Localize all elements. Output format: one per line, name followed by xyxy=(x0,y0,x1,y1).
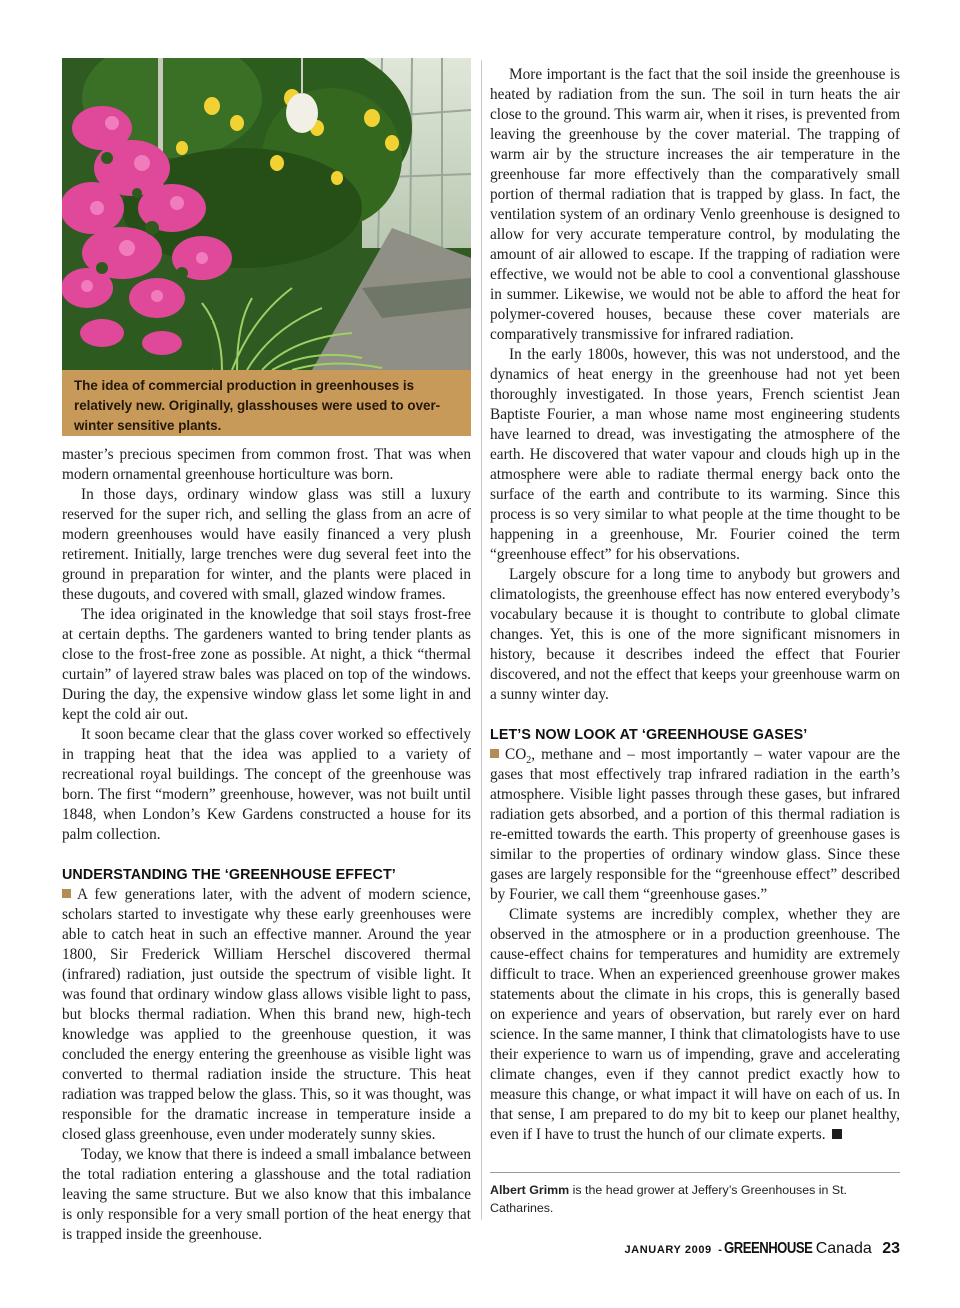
right-paragraph-5-text: Climate systems are incredibly complex, whether they are observed in the atmosphere or in a production greenhouse. The cause-effect chains for temperatures and humidity are extremely difficult to trace. When an experienced greenhouse grower makes statements about the climate in his crops, this is generally based on experience and years of observation, but rarely ever on hard science. In the same manner, I think that climatologists have to use their experience to warn us of impending, grave and accelerating climate changes, even if they cannot predict exactly how to measure this change, or what impact it will have on each of us. In that sense, I am prepared to do my bit to keep our planet healthy, even if I have to trust the hunch of our climate experts. xyxy=(490,906,900,1143)
author-bio xyxy=(490,1181,900,1217)
author-name: Albert Grimm xyxy=(490,1183,570,1197)
left-paragraph-1: master’s precious specimen from common frost. That was when modern ornamental greenhouse horticulture was born. xyxy=(62,446,471,483)
co2-text: CO xyxy=(505,746,527,763)
right-column xyxy=(490,65,900,1145)
magazine-name-light: Canada xyxy=(815,1240,872,1257)
right-paragraph-4-text: , methane and – most importantly – water vapour are the gases that most effectively trap infrared radiation in the earth’s atmosphere. Visible light passes through these gases, but infrared radiation gets absorbed, and a portion of this thermal radiation is re-emitted towards the earth. This property of greenhouse gases is similar to the properties of ordinary window glass. Since these gases are largely responsible for the “greenhouse effect” described by Fourier, we call them “greenhouse gases.” xyxy=(490,746,900,903)
left-paragraph-5 xyxy=(62,885,471,1145)
end-of-article-square-icon xyxy=(832,1129,842,1139)
bio-divider xyxy=(490,1172,900,1173)
left-paragraph-6: Today, we know that there is indeed a small imbalance between the total radiation entering a glasshouse and the total radiation leaving the same structure. But we also know that this imbalance is only responsible for a very small portion of the heat energy that is trapped inside the greenhouse. xyxy=(62,1146,471,1243)
issue-date: JANUARY 2009 xyxy=(624,1244,712,1256)
right-paragraph-5 xyxy=(490,905,900,1145)
right-paragraph-3: Largely obscure for a long time to anybody but growers and climatologists, the greenhouse effect has now entered everybody’s vocabulary because it is thought to contribute to global climate changes. Yet, this is one of the more significant misnomers in history, because it describes indeed the effect that Fourier discovered, and not the effect that keeps your greenhouse warm on a sunny winter day. xyxy=(490,566,900,703)
author-bio-text: is the head grower at Jeffery’s Greenhouses in St. Catharines. xyxy=(490,1183,847,1215)
page-footer xyxy=(624,1240,900,1258)
section-heading-greenhouse-gases: LET’S NOW LOOK AT ‘GREENHOUSE GASES’ xyxy=(490,727,808,743)
co2-subscript: 2 xyxy=(526,755,532,767)
section-start-square-icon xyxy=(62,889,71,898)
right-paragraph-4 xyxy=(490,745,900,905)
greenhouse-photo-figure xyxy=(62,58,471,436)
greenhouse-photo xyxy=(62,58,471,370)
left-paragraph-3: The idea originated in the knowledge that soil stays frost-free at certain depths. The gardeners wanted to bring tender plants as close to the frost-free zone as possible. At night, a thick “thermal curtain” of layered straw bales was placed on top of the windows. During the day, the expensive window glass let some light in and kept the cold air out. xyxy=(62,606,471,723)
page-number: 23 xyxy=(882,1240,900,1257)
column-divider xyxy=(481,60,482,1220)
left-paragraph-4: It soon became clear that the glass cover worked so effectively in trapping heat that the idea was applied to a variety of recreational royal buildings. The concept of the greenhouse was born. The first “modern” greenhouse, however, was not built until 1848, when London’s Kew Gardens constructed a house for its palm collection. xyxy=(62,726,471,843)
footer-separator: - xyxy=(718,1244,722,1256)
right-paragraph-1: More important is the fact that the soil inside the greenhouse is heated by radiation from the sun. The soil in turn heats the air close to the ground. This warm air, when it rises, is prevented from leaving the greenhouse by the cover material. The trapping of warm air by the structure increases the air temperature in the greenhouse far more effectively than the comparatively small portion of thermal radiation that is trapped by glass. In fact, the ventilation system of an ordinary Venlo greenhouse is designed to allow for very accurate temperature control, by modulating the amount of air allowed to escape. If the trapping of radiation were effective, we would not be able to cool a conventional glasshouse in summer. Likewise, we would not be able to afford the heat for polymer-covered houses, because these cover materials are comparatively transmissive for infrared radiation. xyxy=(490,66,900,343)
left-paragraph-5-text: A few generations later, with the advent of modern science, scholars started to investigate why these early greenhouses were able to catch heat in such an effective manner. Around the year 1800, Sir Frederick William Herschel discovered thermal (infrared) radiation, just outside the spectrum of visible light. It was found that ordinary window glass allows visible light to pass, but blocks thermal radiation. When this brand new, high-tech knowledge was applied to the greenhouse question, it was concluded the energy entering the greenhouse as visible light was converted to thermal radiation inside the structure. This heat radiation was trapped below the glass. This, so it was thought, was responsible for the dramatic increase in temperature inside a closed glass greenhouse, even under moderately sunny skies. xyxy=(62,886,471,1143)
section-heading-greenhouse-effect: UNDERSTANDING THE ‘GREENHOUSE EFFECT’ xyxy=(62,867,396,883)
left-paragraph-2: In those days, ordinary window glass was still a luxury reserved for the super rich, and selling the glass from an acre of modern greenhouses would have easily financed a very plush retirement. Initially, large trenches were dug several feet into the ground in preparation for winter, and the plants were placed in these dugouts, and covered with small, glazed window frames. xyxy=(62,486,471,603)
photo-caption xyxy=(62,370,471,436)
section-start-square-icon xyxy=(490,749,499,758)
magazine-name-bold: GREENHOUSE xyxy=(723,1240,813,1257)
right-paragraph-2: In the early 1800s, however, this was not understood, and the dynamics of heat energy in the greenhouse had not yet been thoroughly investigated. In those years, French scientist Jean Baptiste Fourier, a man whose name most engineering students have learned to dread, was investigating the atmosphere of the earth. He discovered that water vapour and clouds high up in the atmosphere were able to radiate thermal energy back onto the surface of the earth and contribute to its warming. Since this process is so very similar to what people at the time thought to be happening in a greenhouse, Mr. Fourier coined the term “greenhouse effect” for his observations. xyxy=(490,346,900,563)
photo-caption-text: The idea of commercial production in greenhouses is relatively new. Originally, glasshouses were used to over-winter sensitive plants. xyxy=(74,378,441,433)
left-column xyxy=(62,445,471,1245)
